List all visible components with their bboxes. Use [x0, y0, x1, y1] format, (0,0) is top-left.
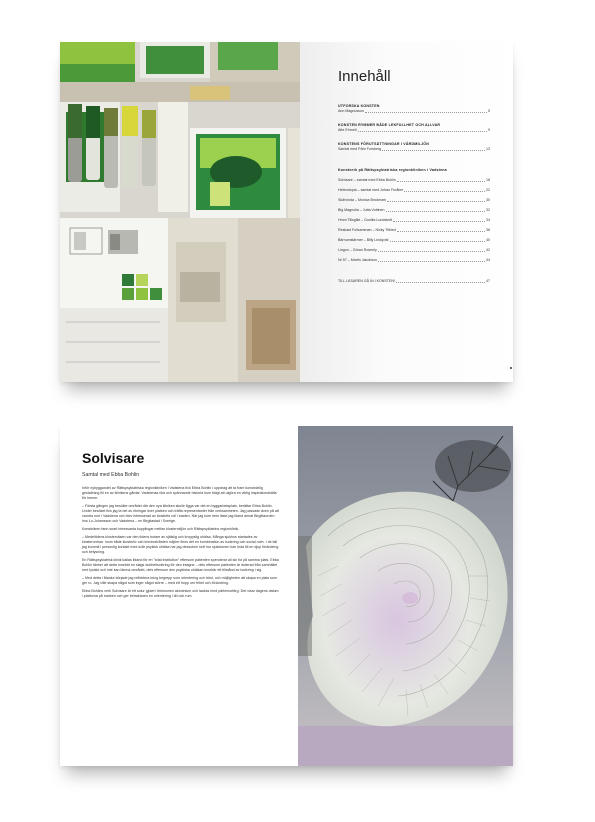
toc-section: [338, 168, 490, 265]
toc-section-heading: KONSTENS FÖRUTSÄTTNINGAR I VÅRDMILJÖN: [338, 142, 430, 146]
toc-entry[interactable]: Reskast Follsamman – Nicky Tilbled 36: [338, 225, 490, 235]
article-paragraph: – Med detta i åtanke började jag reflektera kring begrepp som orientering och tröst, och möjligheten att skapa en plats som ger ro. Jag ville skapa något som inger något större – med ett hopp om frihet och förändring.: [82, 576, 277, 585]
toc-title: Innehåll: [338, 68, 391, 85]
toc-entry[interactable]: Ann Magnusson 5: [338, 109, 490, 113]
toc-section-heading: Konstverk på Rättspsykiatriska regionkliniken i Vadstena: [338, 168, 447, 172]
toc-list: [338, 104, 490, 293]
toc-entry[interactable]: Nr 57 – Martin Jacobson 44: [338, 255, 490, 265]
article-paragraph: – Första gången jag besökte området där den nya kliniken skulle ligga var det en byggarbetsplats, berättar Ebba Bohlin. Under besöket fick jag ta del av ritningar över platsen och träffa representanter från verksamheten. Jag passade även på att vandra runt i Vadstena och blev intresserad av klostrets roll i staden. När jag kom hem läste jag bland annat Birgittaorden hos Lo-Johansson och Vadstena – en Birgitastad i Sverige.: [82, 504, 279, 523]
toc-entry[interactable]: Big Magnolia – Jutta Vottinen 32: [338, 205, 490, 215]
toc-section: [338, 104, 490, 114]
article-spread: [60, 426, 513, 766]
toc-section: [338, 279, 490, 284]
toc-entry[interactable]: Samtal med Pähr Forsberg 13: [338, 147, 490, 151]
toc-section: [338, 123, 490, 133]
toc-section: [338, 142, 490, 152]
page-marker: [510, 367, 512, 369]
toc-entry[interactable]: Atte Ehrnell 9: [338, 128, 490, 132]
studio-photo: [60, 42, 300, 382]
toc-entry[interactable]: Solvisare – samtal med Ebba Bohlin 18: [338, 175, 490, 185]
toc-entry[interactable]: Skärvinda – Monica Brodmark 30: [338, 195, 490, 205]
article-paragraph: – Medeltidens klosterväsen var den tidens botare av själslig och kroppslig ohälsa. Många sjukhus startades av klosterordnar. Inom både klosterliv och kriminalvården miljöer finns det en kombination av isolering och social rutin. I de fall jag kommit i personlig kontakt med svår psykisk ohälsa har jag dessutom sett hur sjukdomen kan leda till en djup förändring och belysning.: [82, 535, 279, 554]
toc-section-heading: UTFORSKA KONSTEN: [338, 104, 380, 108]
toc-entry[interactable]: Hmm Tillsglikt – Gunilla Lundstedt 34: [338, 215, 490, 225]
article-page: [60, 426, 298, 766]
article-title: Solvisare: [82, 450, 145, 466]
article-body: [82, 486, 280, 602]
toc-section-heading: KONSTEN RYMMER BÅDE LEKFULLHET OCH ALLVAR: [338, 123, 441, 127]
article-subtitle: Samtal med Ebba Bohlin: [82, 472, 140, 478]
article-paragraph: Ebba Bohlins verk Solvisare är ett solur gjutet i bleknonen aluminium och lackas med pärlemorfärg. Det visar dagens datum i plattorna på marken och ger betraktaren en orientering i tid och rum.: [82, 589, 279, 598]
toc-entry[interactable]: TILL LÄSAREN GÅ IN I KONSTEN! 47: [338, 279, 490, 283]
table-of-contents: [300, 42, 513, 382]
toc-spread: [60, 42, 513, 382]
article-paragraph: Konstnären fann snart intressanta kopplingar mellan klostermiljön och Rättspsykiatrins regionklinik.: [82, 527, 240, 531]
toc-entry[interactable]: Bärnumstärmer – Billy Lindqvist 40: [338, 235, 490, 245]
article-paragraph: Inför nybyggandet av Rättspsykiatriska regionkliniken i Vadstena fick Ebba Bohlin i uppdrag att ta fram konstnärlig gestaltning till en av klinikens gårdar. Vadstenas rika och spännande historia kom tidigt att utgöra en viktig inspirationskälla för henne.: [82, 486, 277, 500]
sculpture-photo: [298, 426, 513, 766]
article-paragraph: En Rättspsykiatrisk klinik kallas ibland för en "total institution" eftersom patienten spenderar all sin tid på samma plats. Ebba Bohlin tänker att detta innebär en slags dubbelisolering för den intagne – dels eftersom patienten är isolerad från samhället rent fysiskt och inte kan lämna området, dels eftersom den psykiska ohälsan innebär ett tillstånd av isolering i sig.: [82, 558, 279, 572]
toc-entry[interactable]: Lingon – Göran Rosenly 42: [338, 245, 490, 255]
toc-entry[interactable]: Heterotopia – samtal med Johan Furåker 22: [338, 185, 490, 195]
